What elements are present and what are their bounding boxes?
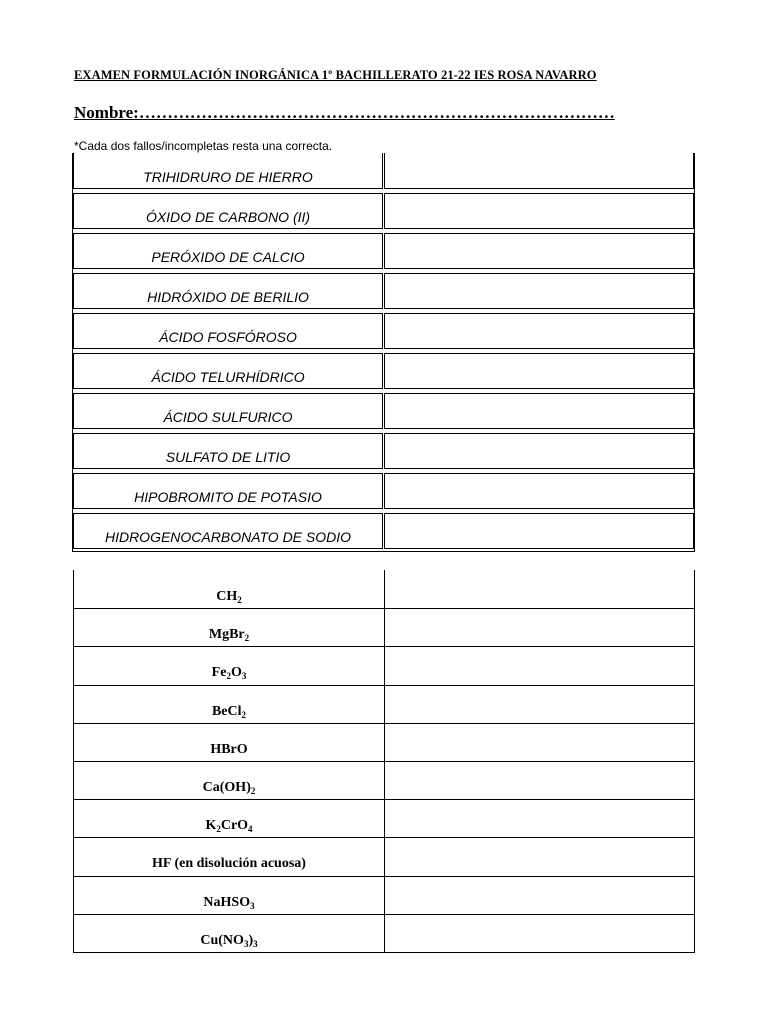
grading-note: *Cada dos fallos/incompletas resta una correcta. [74,139,333,153]
table-outer-border [72,153,695,552]
chemical-formula: $K_2CrO_4$ [205,818,253,835]
chemical-formula: MgBr$_2$ [208,627,250,644]
table-row [74,646,694,684]
table-row [74,723,694,761]
exam-title: EXAMEN FORMULACIÓN INORGÁNICA 1º BACHILLERATO 21-22 IES ROSA NAVARRO [74,68,597,82]
table-row [74,761,694,799]
chemical-formula: $Ca(OH)_2$ [202,780,256,796]
name-answer-cell[interactable] [385,877,694,914]
compound-name: HIDROGENOCARBONATO DE SODIO [104,529,352,545]
table-row [74,914,694,952]
name-field-label: Nombre:………………………………………………………………………… [74,103,615,122]
table-row [74,685,694,723]
chemical-formula: $Cu(NO_3)_3$ [200,932,258,949]
compound-name: ÁCIDO TELURHÍDRICO [151,369,305,385]
table-row [74,876,694,914]
chemical-formula: $Fe_2O_3$ [211,665,247,682]
table-row [74,837,694,875]
formula-to-names-table [73,570,695,953]
table-row [74,608,694,646]
compound-name: ÁCIDO SULFURICO [163,409,293,425]
compound-name: TRIHIDRURO DE HIERRO [143,169,313,185]
name-answer-cell[interactable] [385,915,694,952]
name-answer-cell[interactable] [385,800,694,837]
table-row [74,570,694,608]
compound-name: HIPOBROMITO DE POTASIO [134,489,322,505]
name-answer-cell[interactable] [385,570,694,608]
compound-name: PERÓXIDO DE CALCIO [151,249,305,265]
compound-name: HIDRÓXIDO DE BERILIO [147,289,309,305]
name-answer-cell[interactable] [385,647,694,684]
compound-name: ÓXIDO DE CARBONO (II) [145,209,311,225]
name-answer-cell[interactable] [385,724,694,761]
chemical-formula: NaHSO$_3$ [203,894,255,911]
compound-name: ÁCIDO FOSFÓROSO [159,329,297,345]
name-answer-cell[interactable] [385,609,694,646]
chemical-formula: HBrO [210,741,248,757]
chemical-formula: BeCl$_2$ [211,703,247,720]
chemical-formula: HF (en disolución acuosa) [152,856,306,872]
compound-name: SULFATO DE LITIO [165,449,291,465]
chemical-formula: $CH_2$ [216,589,242,605]
names-to-formula-table [72,153,695,552]
name-answer-cell[interactable] [385,838,694,875]
name-answer-cell[interactable] [385,686,694,723]
name-answer-cell[interactable] [385,762,694,799]
table-row [74,799,694,837]
